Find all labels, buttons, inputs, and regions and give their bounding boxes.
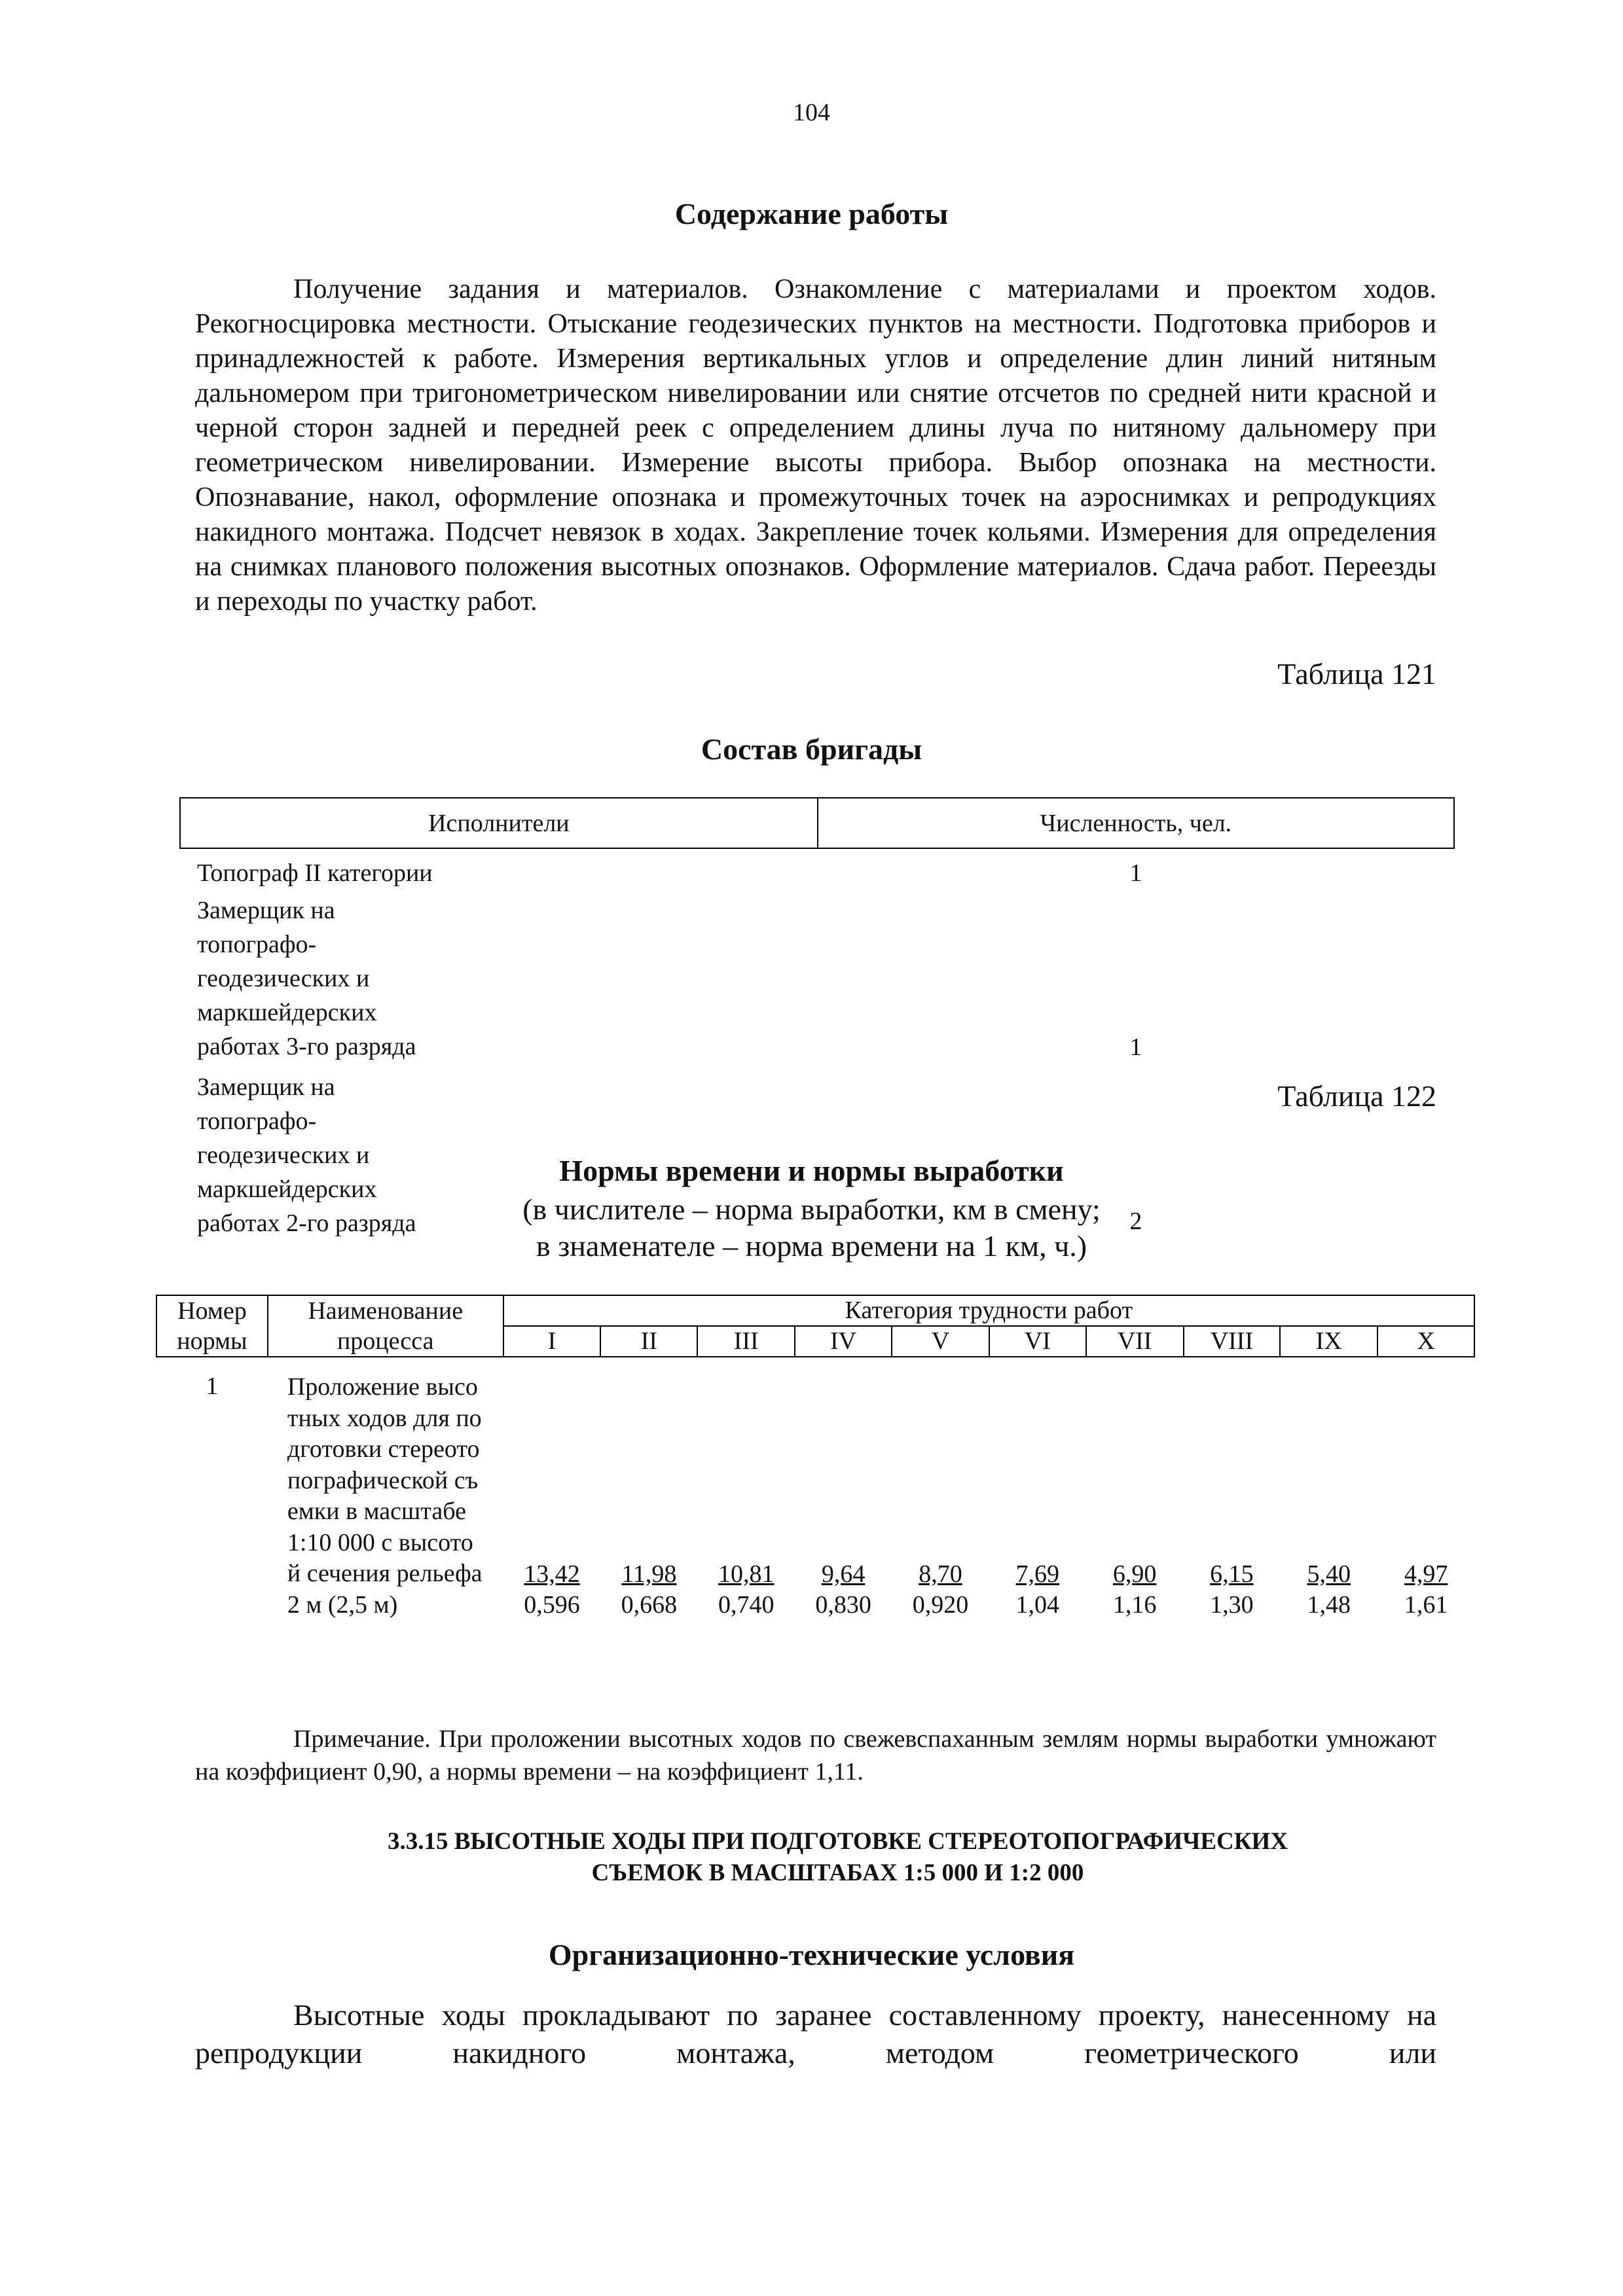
header-process: Наименование [268, 1295, 503, 1326]
crew-count: 1 [1129, 859, 1142, 887]
norms-table [156, 1295, 1475, 1621]
table121-title: Состав бригады [701, 732, 922, 766]
section-title-line-1: 3.3.15 ВЫСОТНЫЕ ХОДЫ ПРИ ПОДГОТОВКЕ СТЕРЕОТОПОГРАФИЧЕСКИХ [387, 1828, 1288, 1855]
time-value: 1,61 [1404, 1591, 1448, 1619]
category-label: I [503, 1326, 601, 1357]
norms-header-row-1 [156, 1295, 1474, 1326]
crew-role: Замерщик на топографо-геодезических и маркшейдерских работах 2-го разряда [197, 1073, 416, 1237]
time-value: 1,04 [1015, 1591, 1060, 1619]
crew-table-header [180, 798, 1454, 848]
norm-cell [600, 1357, 697, 1621]
crew-count: 2 [1129, 1208, 1142, 1235]
time-value: 1,16 [1112, 1591, 1157, 1619]
header-number: Номер [156, 1295, 268, 1326]
time-value: 0,668 [621, 1591, 678, 1619]
output-value: 6,15 [1210, 1560, 1254, 1588]
section-title-line-2: СЪЕМОК В МАСШТАБАХ 1:5 000 И 1:2 000 [591, 1859, 1084, 1886]
table-row [156, 1357, 1474, 1621]
header-category: Категория трудности работ [503, 1295, 1474, 1326]
table121-label: Таблица 121 [1277, 657, 1436, 691]
norms-header-row-2 [156, 1326, 1474, 1357]
norm-cell [1377, 1357, 1474, 1621]
output-value: 8,70 [919, 1560, 962, 1588]
table122-subtitle-2: в знаменателе – норма времени на 1 км, ч.) [536, 1229, 1087, 1263]
crew-header-role: Исполнители [180, 798, 818, 848]
header-number: нормы [156, 1326, 268, 1357]
org-tech-conditions-text: Высотные ходы прокладывают по заранее составленному проекту, нанесенному на репродукции накидного монтажа, методом геометрического или [195, 1998, 1436, 2070]
output-value: 5,40 [1307, 1560, 1351, 1588]
crew-role: Замерщик на топографо-геодезических и маркшейдерских работах 3-го разряда [197, 897, 416, 1060]
output-value: 4,97 [1404, 1560, 1448, 1588]
category-label: II [600, 1326, 697, 1357]
table122-subtitle-1: (в числителе – норма выработки, км в смену; [522, 1193, 1101, 1226]
time-value: 0,920 [912, 1591, 969, 1619]
output-value: 9,64 [821, 1560, 866, 1588]
norm-cell [1280, 1357, 1377, 1621]
output-value: 13,42 [524, 1560, 580, 1588]
table-row [180, 848, 1454, 889]
output-value: 6,90 [1112, 1560, 1157, 1588]
category-label: III [697, 1326, 795, 1357]
norm-cell [503, 1357, 601, 1621]
time-value: 0,830 [815, 1591, 871, 1619]
norm-cell [892, 1357, 989, 1621]
norm-cell [1086, 1357, 1184, 1621]
page-number: 104 [793, 99, 830, 126]
norm-cell [1184, 1357, 1281, 1621]
norm-number: 1 [206, 1372, 219, 1400]
crew-header-count: Численность, чел. [818, 798, 1454, 848]
org-tech-conditions-heading: Организационно-технические условия [548, 1938, 1075, 1971]
output-value: 10,81 [718, 1560, 775, 1588]
process-name: Проложение высотных ходов для подготовки стереотопографической съемки в масштабе 1:10 000 с высотой сечения рельефа 2 м (2,5 м) [287, 1373, 483, 1619]
work-content-heading: Содержание работы [674, 197, 949, 230]
norm-cell [989, 1357, 1086, 1621]
time-value: 1,30 [1210, 1591, 1254, 1619]
category-label: VIII [1184, 1326, 1281, 1357]
time-value: 0,740 [718, 1591, 775, 1619]
norm-cell [697, 1357, 795, 1621]
output-value: 11,98 [621, 1560, 677, 1588]
category-label: V [892, 1326, 989, 1357]
table122-title: Нормы времени и нормы выработки [559, 1154, 1064, 1187]
category-label: IV [795, 1326, 892, 1357]
norm-cell [795, 1357, 892, 1621]
crew-count: 1 [1129, 1033, 1142, 1061]
category-label: IX [1280, 1326, 1377, 1357]
table122-note: Примечание. При проложении высотных ходов по свежевспаханным землям нормы выработки умножают на коэффициент 0,90, а нормы времени – на коэффициент 1,11. [195, 1725, 1436, 1785]
time-value: 0,596 [524, 1591, 580, 1619]
crew-role: Топограф II категории [197, 859, 433, 887]
output-value: 7,69 [1015, 1560, 1060, 1588]
work-content-text: Получение задания и материалов. Ознакомление с материалами и проектом ходов. Рекогносцировка местности. Отыскание геодезических пунктов на местности. Подготовка приборов и принадлежностей к работе. Измерения вертикальных углов и определение длин линий нитяным дальномером при тригонометрическом нивелировании или снятие отсчетов по средней нити красной и черной сторон задней и передней реек с определением длины луча по нитяному дальномеру при геометрическом нивелировании. Измерение высоты прибора. Выбор опознака на местности. Опознавание, накол, оформление опознака и промежуточных точек на аэроснимках и репродукциях накидного монтажа. Подсчет невязок в ходах. Закрепление точек кольями. Измерения для определения на снимках планового положения высотных опознаков. Оформление материалов. Сдача работ. Переезды и переходы по участку работ. [195, 274, 1436, 617]
table122-label: Таблица 122 [1277, 1079, 1436, 1113]
category-label: X [1377, 1326, 1474, 1357]
time-value: 1,48 [1307, 1591, 1351, 1619]
header-process: процесса [268, 1326, 503, 1357]
table-row [180, 889, 1454, 1064]
category-label: VII [1086, 1326, 1184, 1357]
category-label: VI [989, 1326, 1086, 1357]
